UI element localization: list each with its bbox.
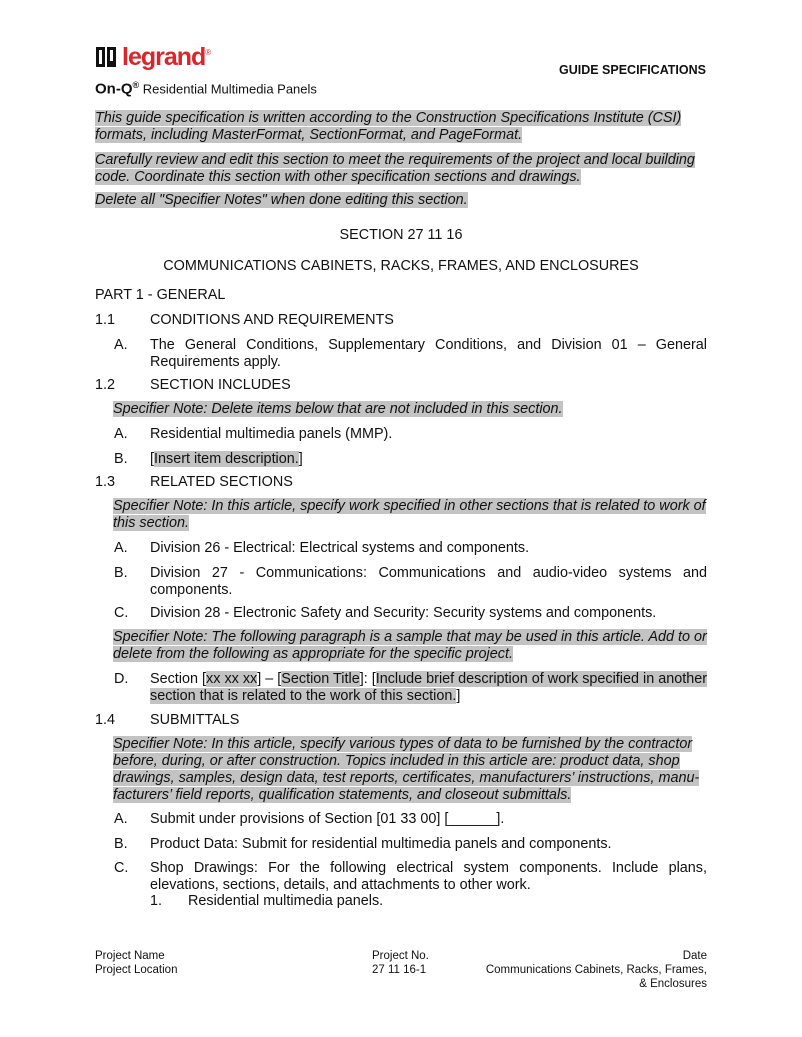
article-title: SUBMITTALS [150, 712, 240, 728]
footer-right [486, 949, 707, 991]
article-number: 1.1 [95, 312, 116, 328]
item-text: Submit under provisions of Section [01 33 00] [______]. [150, 811, 505, 827]
product-name: Residential Multimedia Panels [142, 81, 317, 97]
section-title: COMMUNICATIONS CABINETS, RACKS, FRAMES, AND ENCLOSURES [163, 258, 639, 274]
intro-note: This guide specification is written according to the Construction Specifications Institute (CSI) formats, including MasterFormat, SectionFormat, and PageFormat. [95, 110, 682, 143]
item-label: A. [114, 540, 128, 556]
item-text: The General Conditions, Supplementary Conditions, and Division 01 – General Requirements apply. [150, 337, 707, 370]
item-label: A. [114, 811, 128, 827]
item-label: A. [114, 337, 128, 353]
project-location: Project Location [95, 964, 178, 976]
project-name: Project Name [95, 950, 165, 962]
item-text: Section [xx xx xx] – [Section Title]: [Include brief description of work specified in another section that is related to the work of this section.] [150, 671, 708, 704]
doc-type: GUIDE SPECIFICATIONS [558, 63, 706, 77]
legrand-logo: legrand® [96, 44, 211, 70]
placeholder-text: Include brief description of work specified in another section that is related to the work of this section. [150, 671, 708, 704]
specifier-note: Specifier Note: In this article, specify work specified in other sections that is related to work of this section. [113, 498, 706, 531]
registered-mark: ® [132, 80, 140, 90]
legrand-logo-icon [96, 47, 118, 69]
article-number: 1.2 [95, 377, 116, 393]
date: Date [682, 950, 707, 962]
item-label: B. [114, 451, 128, 467]
footer-title: Communications Cabinets, Racks, Frames, [485, 964, 707, 976]
specifier-note: Specifier Note: The following paragraph is a sample that may be used in this article. Add to or delete from the following as appropriate for the specific project. [113, 629, 707, 662]
part-heading: PART 1 - GENERAL [95, 287, 226, 303]
specifier-note: Specifier Note: In this article, specify various types of data to be furnished by the contractor before, during, or after construction. Topics included in this article are: product data, shop drawings, samples, design data, test reports, certificates, manufacturers’ instructions, manu-facturers’ field reports, qualification statements, and closeout submittals. [113, 736, 700, 803]
specifier-note: Specifier Note: Delete items below that are not included in this section. [113, 401, 563, 417]
subitem-label: 1. [150, 893, 163, 909]
item-text: Product Data: Submit for residential multimedia panels and components. [150, 836, 612, 852]
item-label: C. [114, 605, 129, 621]
article-title: CONDITIONS AND REQUIREMENTS [150, 312, 394, 328]
intro-note: Delete all "Specifier Notes" when done editing this section. [95, 192, 468, 208]
text: Section [150, 671, 203, 687]
item-label: C. [114, 860, 129, 876]
article-title: RELATED SECTIONS [150, 474, 293, 490]
item-text: Residential multimedia panels (MMP). [150, 426, 393, 442]
item-text: Division 26 - Electrical: Electrical systems and components. [150, 540, 530, 556]
product-line [95, 77, 317, 97]
item-label: B. [114, 836, 128, 852]
article-number: 1.3 [95, 474, 116, 490]
brand: On-Q [95, 80, 133, 98]
item-label: B. [114, 565, 128, 581]
footer-title: & Enclosures [639, 978, 707, 990]
footer-center [372, 949, 429, 977]
page-number: 27 11 16-1 [372, 964, 427, 976]
intro-note: Carefully review and edit this section to meet the requirements of the project and local building code. Coordinate this section with other specification sections and drawings. [95, 152, 695, 185]
item-text: Shop Drawings: For the following electrical system components. Include plans, elevations, sections, details, and attachments to other work. [150, 860, 707, 893]
item-text: [Insert item description.] [150, 451, 303, 467]
text: – [261, 671, 278, 687]
placeholder-text: Section Title [281, 671, 360, 687]
article-number: 1.4 [95, 712, 116, 728]
item-label: A. [114, 426, 128, 442]
article-title: SECTION INCLUDES [150, 377, 291, 393]
placeholder-text: Insert item description. [154, 451, 299, 467]
placeholder-text: xx xx xx [206, 671, 258, 687]
project-no: Project No. [372, 950, 429, 962]
section-number: SECTION 27 11 16 [339, 227, 463, 243]
item-text: Division 28 - Electronic Safety and Security: Security systems and components. [150, 605, 657, 621]
item-text: Division 27 - Communications: Communications and audio-video systems and components. [150, 565, 707, 598]
item-label: D. [114, 671, 129, 687]
text: : [363, 671, 372, 687]
subitem-text: Residential multimedia panels. [188, 893, 384, 909]
logo-text: legrand [122, 43, 206, 71]
footer-left [95, 949, 177, 977]
